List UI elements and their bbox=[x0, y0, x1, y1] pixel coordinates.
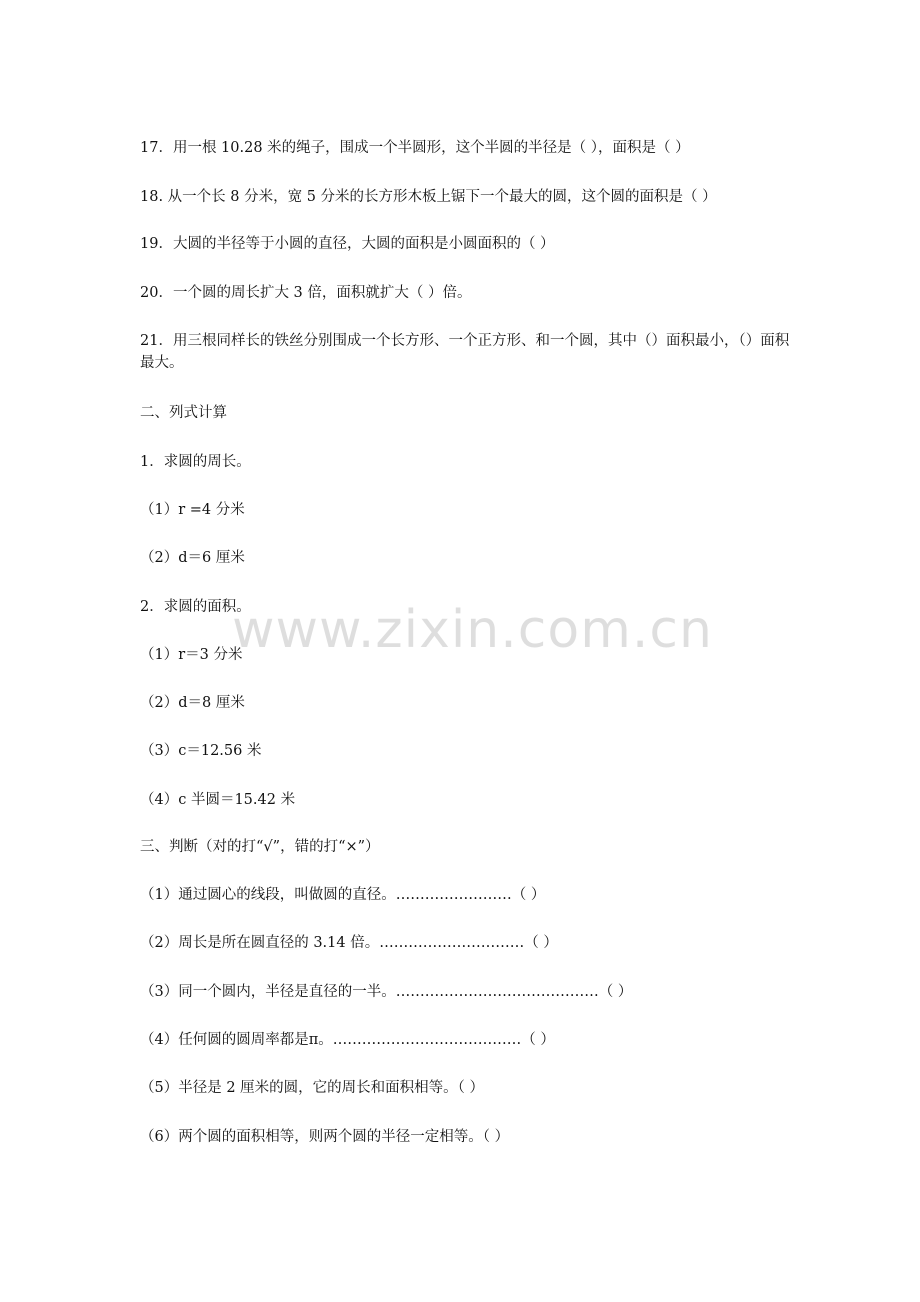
calc-area-item-3: （3）c＝12.56 米 bbox=[140, 743, 262, 759]
calc-perimeter-title: 1．求圆的周长。 bbox=[140, 454, 251, 470]
watermark: www.zixin.com.cn bbox=[232, 600, 713, 660]
question-21: 21．用三根同样长的铁丝分别围成一个长方形、一个正方形、和一个圆，其中（）面积最小，（）面积最大。 bbox=[140, 333, 790, 371]
calc-area-item-1: （1）r＝3 分米 bbox=[140, 647, 243, 663]
question-18: 18. 从一个长 8 分米，宽 5 分米的长方形木板上锯下一个最大的圆，这个圆的面积是（ ） bbox=[140, 189, 717, 205]
section-heading-judge: 三、判断（对的打“√”，错的打“×”） bbox=[140, 839, 380, 855]
judge-item-5: （5）半径是 2 厘米的圆，它的周长和面积相等。（ ） bbox=[140, 1080, 485, 1096]
question-20: 20．一个圆的周长扩大 3 倍，面积就扩大（ ）倍。 bbox=[140, 285, 472, 301]
calc-perimeter-item-1: （1）r =4 分米 bbox=[140, 502, 245, 518]
question-17: 17．用一根 10.28 米的绳子，围成一个半圆形，这个半圆的半径是（ ），面积是（ ） bbox=[140, 140, 690, 156]
calc-area-item-2: （2）d＝8 厘米 bbox=[140, 695, 245, 711]
calc-area-item-4: （4）c 半圆＝15.42 米 bbox=[140, 792, 296, 808]
judge-item-4: （4）任何圆的圆周率都是π。…………………………………（ ） bbox=[140, 1032, 555, 1048]
calc-area-title: 2．求圆的面积。 bbox=[140, 599, 251, 615]
calc-perimeter-item-2: （2）d＝6 厘米 bbox=[140, 550, 245, 566]
judge-item-1: （1）通过圆心的线段，叫做圆的直径。……………………（ ） bbox=[140, 887, 546, 903]
section-heading-calc: 二、列式计算 bbox=[140, 405, 227, 421]
question-19: 19．大圆的半径等于小圆的直径，大圆的面积是小圆面积的（ ） bbox=[140, 236, 555, 252]
judge-item-3: （3）同一个圆内，半径是直径的一半。……………………………………（ ） bbox=[140, 984, 633, 1000]
judge-item-6: （6）两个圆的面积相等，则两个圆的半径一定相等。（ ） bbox=[140, 1129, 510, 1145]
judge-item-2: （2）周长是所在圆直径的 3.14 倍。…………………………（ ） bbox=[140, 935, 558, 951]
